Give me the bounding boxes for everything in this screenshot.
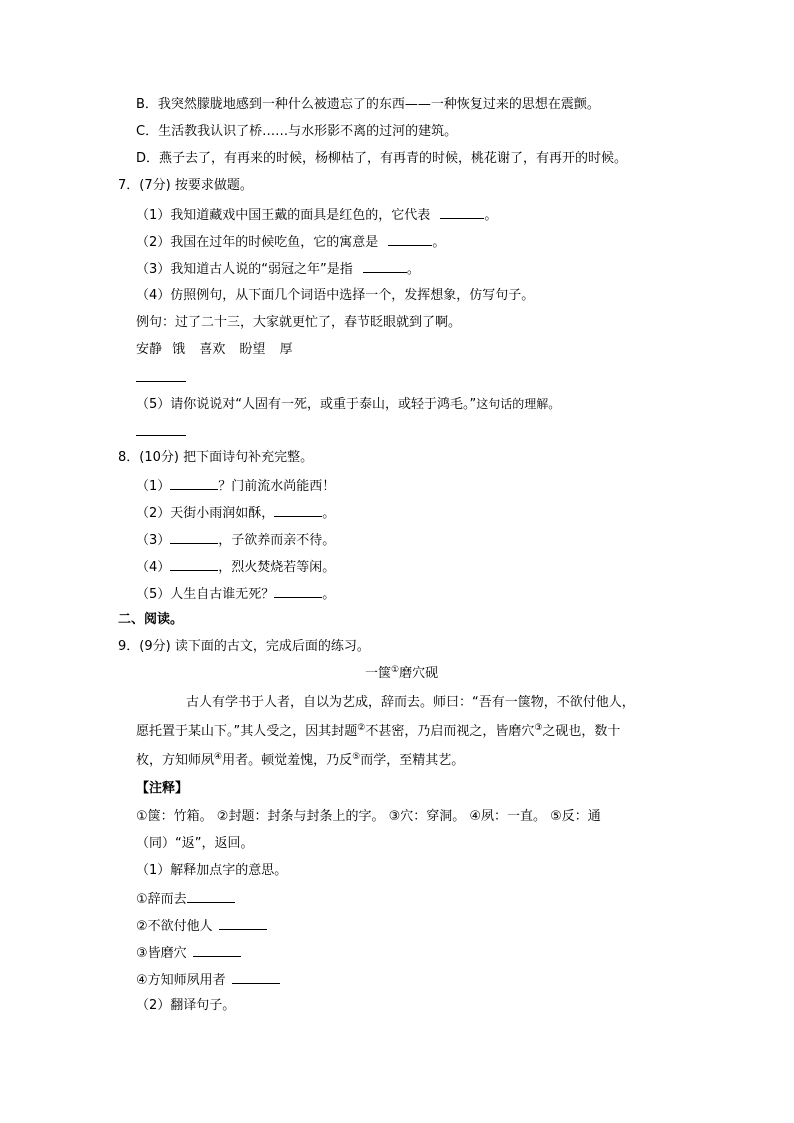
q9-word-4 [136,970,280,990]
q7-s2-period: 。 [432,235,446,250]
q8-s2-pre: （2）天街小雨润如酥， [136,506,275,521]
passage-title [365,665,438,684]
option-d: D．燕子去了，有再来的时候，杨柳枯了，有再青的时候，桃花谢了，有再开的时候。 [136,151,628,166]
q8-s3-post: ，子欲养而亲不待。 [218,533,336,548]
passage-line-3 [136,752,464,771]
answer-blank[interactable] [274,584,322,598]
answer-blank[interactable] [232,970,280,984]
passage-title-b: 磨穴砚 [399,666,439,681]
q9-word-3-text: ③皆磨穴 [136,946,187,961]
answer-blank[interactable] [170,476,218,490]
q7-s1-text: （1）我知道藏戏中国王戴的面具是红色的，它代表 [136,208,431,223]
q9-sub2: （2）翻译句子。 [136,998,236,1013]
passage-line-1: 古人有学书于人者，自以为艺成，辞而去。师曰：“吾有一箧物，不欲付他人， [186,695,635,710]
passage-line-2-a: 愿托置于某山下。”其人受之，因其封题 [136,724,358,739]
answer-blank[interactable] [363,259,407,273]
notes-title: 【注释】 [136,781,189,796]
q8-s4-pre: （4） [136,560,171,575]
note-marker: ⑤ [352,752,361,762]
q7-s5-text: （5）请你说说对“人固有一死，或重于泰山，或轻于鸿毛。” [136,397,477,412]
q7-header: 7．(7分) 按要求做题。 [118,178,253,193]
q8-s4-post: ，烈火焚烧若等闲。 [218,560,336,575]
q7-s1-period: 。 [484,208,498,223]
passage-line-3-a: 枚，方知师夙 [136,753,215,768]
section-heading: 二、阅读。 [118,612,184,627]
q8-s4 [136,557,335,577]
q7-s4: （4）仿照例句，从下面几个词语中选择一个，发挥想象，仿写句子。 [136,288,535,303]
answer-blank[interactable] [219,916,267,930]
q8-s3-pre: （3） [136,533,171,548]
q8-s5-pre: （5）人生自古谁无死？ [136,587,275,602]
q8-s5 [136,584,335,604]
q9-word-1 [136,889,235,909]
answer-blank[interactable] [274,503,322,517]
option-b: B．我突然朦胧地感到一种什么被遗忘了的东西——一种恢复过来的思想在震颤。 [136,97,600,112]
q8-header: 8．(10分) 把下面诗句补充完整。 [118,450,314,465]
option-c: C．生活教我认识了桥……与水形影不离的过河的建筑。 [136,124,458,139]
q9-word-2 [136,916,267,936]
notes-line-1: ①箧：竹箱。 ②封题：封条与封条上的字。 ③穴：穿洞。 ④夙：一直。 ⑤反：通 [136,809,601,824]
answer-blank[interactable] [440,205,484,219]
passage-title-a: 一箧 [365,666,392,681]
q8-s5-post: 。 [322,587,336,602]
word-option: 厚 [279,342,293,357]
passage-line-2-c: 之砚也，数十 [542,724,621,739]
passage-line-3-c: 而学，至精其艺。 [360,753,465,768]
word-option: 饿 [172,342,186,357]
q8-s1-post: ？门前流水尚能西！ [218,479,336,494]
note-marker: ① [391,665,400,675]
q9-word-3 [136,943,241,963]
q9-word-2-text: ②不欲付他人 [136,919,213,934]
q7-s2 [136,232,445,252]
q7-s1 [136,205,497,225]
q7-s4-answer-line[interactable] [136,368,186,388]
answer-blank[interactable] [136,368,186,382]
q7-s5-text-tail: 这句话的理解。 [476,397,561,411]
q7-s3-period: 。 [406,262,420,277]
note-marker: ③ [534,723,543,733]
answer-blank[interactable] [170,557,218,571]
answer-blank[interactable] [136,422,186,436]
q9-header: 9．(9分) 读下面的古文，完成后面的练习。 [118,639,370,654]
q7-s3 [136,259,420,279]
passage-line-3-b: 用者。顿觉羞愧，乃反 [222,753,353,768]
passage-line-2 [136,723,620,742]
answer-blank[interactable] [170,530,218,544]
passage-line-2-b: 不甚密，乃启而视之，皆磨穴 [365,724,535,739]
q7-s5 [136,395,560,414]
q8-s1 [136,476,335,496]
q9-sub1: （1）解释加点字的意思。 [136,863,288,878]
q8-s2 [136,503,335,523]
word-option: 盼望 [239,342,266,357]
q8-s1-pre: （1） [136,479,171,494]
answer-blank[interactable] [193,943,241,957]
q7-word-list [136,341,293,359]
answer-blank[interactable] [187,889,235,903]
q7-s2-text: （2）我国在过年的时候吃鱼，它的寓意是 [136,235,379,250]
q7-example: 例句：过了二十三，大家就更忙了，春节眨眼就到了啊。 [136,315,462,330]
answer-blank[interactable] [388,232,432,246]
word-option: 喜欢 [199,342,226,357]
q9-word-4-text: ④方知师夙用者 [136,973,226,988]
notes-line-2: （同）“返”，返回。 [136,836,254,851]
word-option: 安静 [136,342,163,357]
q8-s3 [136,530,335,550]
note-marker: ④ [214,752,223,762]
q7-s5-answer-line[interactable] [136,422,186,442]
q9-word-1-text: ①辞而去 [136,892,187,907]
q8-s2-post: 。 [322,506,336,521]
note-marker: ② [357,723,366,733]
q7-s3-text: （3）我知道古人说的“弱冠之年”是指 [136,262,353,277]
